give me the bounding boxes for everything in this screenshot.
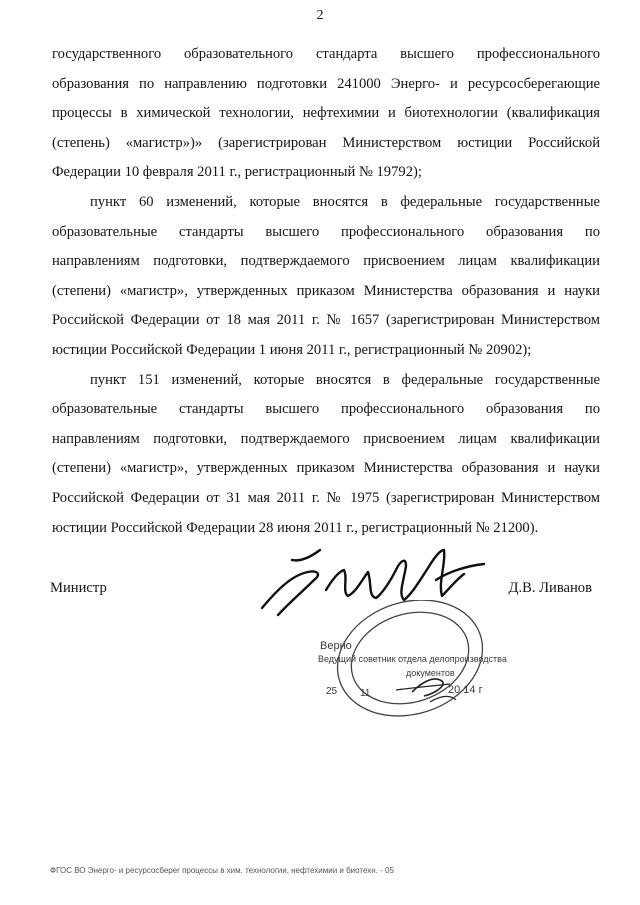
paragraph-item-151: пункт 151 изменений, которые вносятся в федеральные государственные образовательные стандарты высшего профессионального образования по направлениям подготовки, подтверждаемого присвоением лицам квалификации (степени) «магистр», утвержденных приказом Министерства образования и науки Российской Федерации от 31 мая 2011 г. № 1975 (зарегистрирован Министерством юстиции Российской Федерации 28 июня 2011 г., регистрационный № 21200). bbox=[52, 371, 600, 536]
paragraph-continuation: государственного образовательного стандарта высшего профессионального образования по направлению подготовки 241000 Энерго- и ресурсосберегающие процессы в химической технологии, нефтехимии и биотехнологии (квалификация (степень) «магистр»)» (зарегистрирован Министерством юстиции Российской Федерации 10 февраля 2011 г., регистрационный № 19792); bbox=[52, 46, 600, 181]
paragraph-item-60: пункт 60 изменений, которые вносятся в федеральные государственные образовательные стандарты высшего профессионального образования по направлениям подготовки, подтверждаемого присвоением лицам квалификации (степени) «магистр», утвержденных приказом Министерства образования и науки Российской Федерации от 18 мая 2011 г. № 1657 (зарегистрирован Министерством юстиции Российской Федерации 1 июня 2011 г., регистрационный № 20902); bbox=[52, 193, 600, 358]
certification-stamp bbox=[300, 600, 520, 730]
stamp-date-month: 11 bbox=[360, 688, 371, 699]
page-footer: ФГОС ВО Энерго- и ресурсосбереr процессы в хим. технологии, нефтехимии и биотехн. - 05 bbox=[50, 866, 394, 875]
signatory-name: Д.В. Ливанов bbox=[508, 580, 592, 596]
stamp-date-year: 20 14 г bbox=[448, 684, 483, 696]
seal-center-text: документов bbox=[406, 668, 455, 678]
stamp-position: Ведущий советник отдела делопроизводства bbox=[318, 654, 507, 664]
stamp-verified: Верно bbox=[320, 640, 352, 652]
official-seal bbox=[300, 600, 520, 730]
stamp-date-day: 25 bbox=[326, 686, 338, 697]
document-body bbox=[52, 40, 600, 543]
page-number: 2 bbox=[316, 8, 324, 23]
signatory-title: Министр bbox=[50, 580, 107, 596]
